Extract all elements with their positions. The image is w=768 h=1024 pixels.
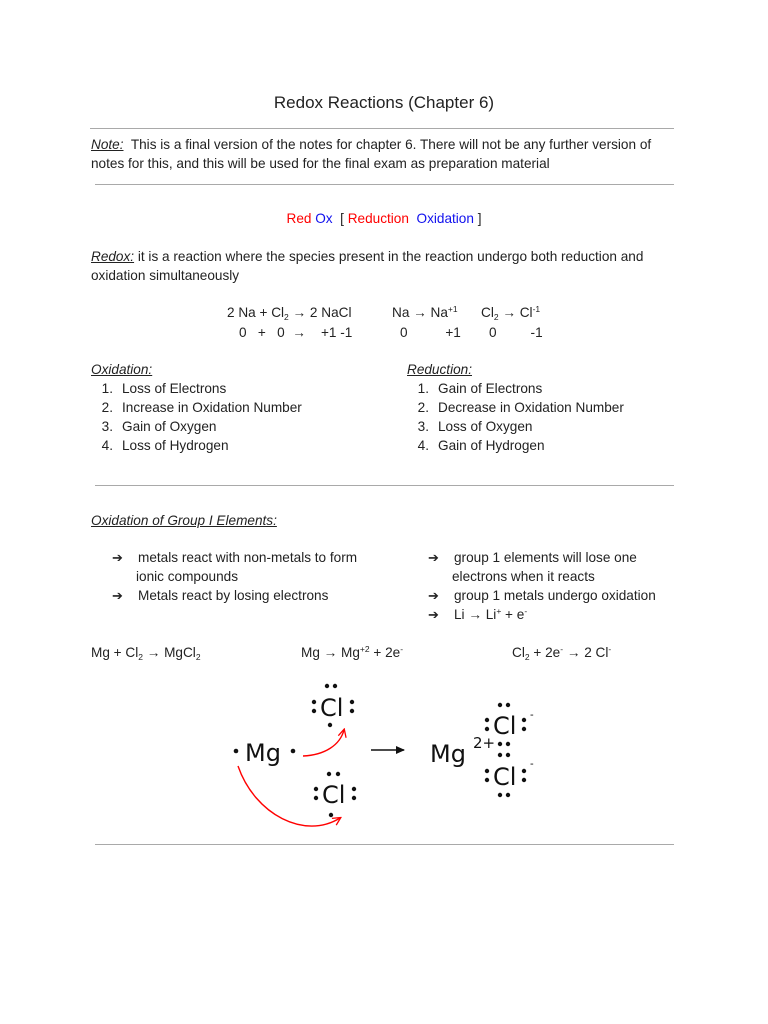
eq2-sup: +1 xyxy=(447,304,458,314)
eq3-part-b: → Cl xyxy=(498,305,533,320)
mg-eq1-sub2: 2 xyxy=(195,652,201,662)
item-text: Gain of Oxygen xyxy=(122,419,217,434)
redox-reduction: Reduction xyxy=(347,211,409,226)
bullet-text: metals react with non-metals to form xyxy=(138,550,358,565)
mg-eq3-c: → 2 Cl xyxy=(563,645,609,660)
mg-eq3-sup: - xyxy=(560,644,564,654)
mg-eq2-b: + 2e xyxy=(369,645,401,660)
eq3-sup: -1 xyxy=(532,304,541,314)
bullet-continuation: ionic compounds xyxy=(136,569,239,584)
mg-eq1-sub: 2 xyxy=(138,652,143,662)
bullet-arrow-icon: ➔ xyxy=(428,550,439,565)
item-number: 2. xyxy=(417,400,429,415)
cl-ion-symbol: Cl xyxy=(493,763,517,791)
mg-eq2-a: Mg → Mg xyxy=(301,645,360,660)
item-number: 2. xyxy=(101,400,113,415)
cl-atom-lower xyxy=(314,772,356,817)
item-number: 3. xyxy=(417,419,429,434)
equation-na-states: 0 +1 xyxy=(400,325,461,340)
item-text: Decrease in Oxidation Number xyxy=(438,400,624,415)
eq1-sub: 2 xyxy=(284,312,289,322)
redox-def-line-1: it is a reaction where the species present in the reaction undergo both reduction and xyxy=(137,249,644,264)
note-line-1: This is a final version of the notes for chapter 6. There will not be any further version of xyxy=(130,137,652,152)
item-text: Increase in Oxidation Number xyxy=(122,400,302,415)
note-line-2: notes for this, and this will be used for the final exam as preparation material xyxy=(91,156,550,171)
eq3-sub: 2 xyxy=(493,312,499,322)
mg-eq2-sup2: - xyxy=(400,644,404,654)
bullet-sup: - xyxy=(524,606,528,616)
oxidation-heading: Oxidation: xyxy=(91,362,153,377)
bullet-text: group 1 elements will lose one xyxy=(454,550,637,565)
eq3-part-a: Cl xyxy=(481,305,494,320)
bullet-arrow-icon: ➔ xyxy=(112,588,123,603)
cl-ion-lower xyxy=(485,758,534,797)
redox-label: Redox: xyxy=(91,249,135,264)
mg-eq3-sub: 2 xyxy=(524,652,530,662)
mg-eq2-sup: +2 xyxy=(359,644,370,654)
cl-ion-upper xyxy=(485,703,534,740)
mg-ion-symbol: Mg xyxy=(430,740,466,768)
redox-def-line-2: oxidation simultaneously xyxy=(91,268,240,283)
item-number: 1. xyxy=(417,381,429,396)
mg-eq3-a: Cl xyxy=(512,645,525,660)
eq1-part-a: 2 Na + Cl xyxy=(227,305,285,320)
cl-symbol: Cl xyxy=(320,694,344,722)
mg-eq1-a: Mg + Cl xyxy=(91,645,139,660)
item-text: Gain of Hydrogen xyxy=(438,438,545,453)
mg-electron-dot xyxy=(291,749,296,754)
item-number: 1. xyxy=(101,381,113,396)
redox-open-bracket: [ xyxy=(340,211,344,226)
redox-oxidation: Oxidation xyxy=(416,211,474,226)
shared-dots xyxy=(498,742,510,757)
cl-symbol: Cl xyxy=(322,781,346,809)
bullet-arrow-icon: ➔ xyxy=(428,588,439,603)
equation-cl-states: 0 -1 xyxy=(489,325,543,340)
item-text: Loss of Oxygen xyxy=(438,419,533,434)
mg-ion-charge: 2+ xyxy=(473,734,496,752)
item-number: 4. xyxy=(417,438,429,453)
mg-eq3-sup2: - xyxy=(608,644,612,654)
mg-symbol: Mg xyxy=(245,739,281,767)
eq1-part-b: → 2 NaCl xyxy=(288,305,352,320)
bullet-text: Metals react by losing electrons xyxy=(138,588,329,603)
bullet-text-a: Li → Li xyxy=(454,607,497,622)
item-text: Loss of Hydrogen xyxy=(122,438,229,453)
cl-ion-charge: - xyxy=(530,709,534,721)
bullet-text: group 1 metals undergo oxidation xyxy=(454,588,656,603)
eq2-part-a: Na → Na xyxy=(392,305,448,320)
item-text: Loss of Electrons xyxy=(122,381,227,396)
bullet-sup: + xyxy=(496,606,502,616)
item-number: 4. xyxy=(101,438,113,453)
redox-ox: Ox xyxy=(315,211,333,226)
mg-eq1-b: → MgCl xyxy=(142,645,196,660)
bullet-continuation: electrons when it reacts xyxy=(452,569,595,584)
mg-electron-dot xyxy=(234,749,239,754)
mg-eq3-b: + 2e xyxy=(529,645,561,660)
divider-bottom xyxy=(95,844,674,845)
note-label: Note: xyxy=(91,137,124,152)
bullet-arrow-icon: ➔ xyxy=(112,550,123,565)
cl-atom-upper xyxy=(312,684,354,727)
reduction-heading: Reduction: xyxy=(407,362,472,377)
electron-transfer-arrow-upper xyxy=(303,730,344,756)
cl-ion-symbol: Cl xyxy=(493,712,517,740)
equation-nacl-states: 0 + 0 → +1 -1 xyxy=(239,325,353,340)
item-text: Gain of Electrons xyxy=(438,381,543,396)
redox-close-bracket: ] xyxy=(477,211,482,226)
bullet-text-b: + e xyxy=(501,607,525,622)
group1-heading: Oxidation of Group I Elements: xyxy=(91,513,277,528)
bullet-arrow-icon: ➔ xyxy=(428,607,439,622)
item-number: 3. xyxy=(101,419,113,434)
page-title: Redox Reactions (Chapter 6) xyxy=(273,93,495,112)
cl-ion-charge: - xyxy=(530,758,534,770)
redox-red: Red xyxy=(286,211,312,226)
